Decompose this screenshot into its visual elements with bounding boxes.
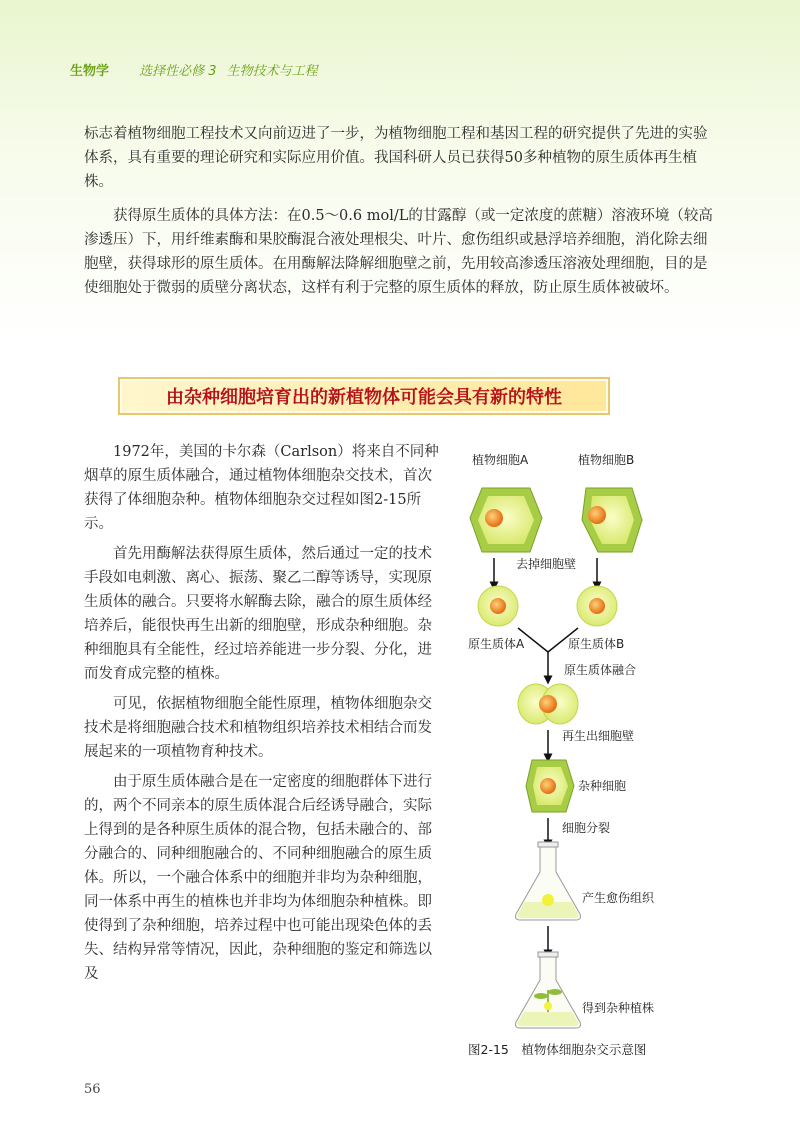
protoplast-b	[577, 586, 617, 626]
intro-paragraph: 标志着植物细胞工程技术又向前迈进了一步，为植物细胞工程和基因工程的研究提供了先进的实验体系，具有重要的理论研究和实际应用价值。我国科研人员已获得50多种植物的原生质体再生植株。	[84, 126, 708, 190]
nucleus-icon	[540, 778, 556, 794]
body-paragraph-4: 由于原生质体融合是在一定密度的细胞群体下进行的，两个不同亲本的原生质体混合后经诱导融合，实际上得到的是各种原生质体的混合物，包括未融合的、部分融合的、同种细胞融合的、不同种细胞融合的原生质体。所以，一个融合体系中的细胞并非均为杂种细胞，同一体系中再生的植株也并非均为体细胞杂种植株。即使得到了杂种细胞，培养过程中也可能出现染色体的丢失、结构异常等情况，因此，杂种细胞的鉴定和筛选以及	[84, 774, 432, 982]
page-number: 56	[84, 1082, 101, 1097]
protoplast-a	[478, 586, 518, 626]
nucleus-icon	[589, 598, 605, 614]
label-protoplast-a: 原生质体A	[468, 637, 525, 651]
flask-callus-icon	[516, 842, 581, 920]
module-name: 选择性必修 3	[139, 64, 217, 79]
label-plant: 得到杂种植株	[582, 1001, 655, 1015]
running-header	[70, 60, 328, 79]
section-title: 由杂种细胞培育出的新植物体可能会具有新的特性	[166, 387, 562, 408]
label-cell-a: 植物细胞A	[472, 453, 529, 467]
body-paragraph-3: 可见，依据植物细胞全能性原理，植物体细胞杂交技术是将细胞融合技术和植物组织培养技术相结合而发展起来的一项植物育种技术。	[84, 696, 432, 760]
nucleus-icon	[490, 598, 506, 614]
hybridization-diagram	[456, 440, 696, 1065]
label-remove-wall: 去掉细胞壁	[516, 557, 577, 571]
flask-plantlet-icon	[516, 952, 581, 1028]
section-heading	[118, 377, 610, 415]
book-title: 生物学	[70, 64, 110, 79]
nucleus-icon	[485, 509, 503, 527]
label-cell-b: 植物细胞B	[578, 453, 635, 467]
method-paragraph: 获得原生质体的具体方法：在0.5～0.6 mol/L的甘露醇（或一定浓度的蔗糖）溶液环境（较高渗透压）下，用纤维素酶和果胶酶混合液处理根尖、叶片、愈伤组织或悬浮培养细胞，消化除去细胞壁，获得球形的原生质体。在用酶解法降解细胞壁之前，先用较高渗透压溶液处理细胞，目的是使细胞处于微弱的质壁分离状态，这样有利于完整的原生质体的释放，防止原生质体被破坏。	[84, 208, 713, 296]
hybrid-cell	[526, 760, 574, 812]
body-paragraph-2: 首先用酶解法获得原生质体，然后通过一定的技术手段如电刺激、离心、振荡、聚乙二醇等诱导，实现原生质体的融合。只要将水解酶去除，融合的原生质体经培养后，能很快再生出新的细胞壁，形成杂种细胞。杂种细胞具有全能性，经过培养能进一步分裂、分化，进而发育成完整的植株。	[84, 546, 432, 682]
module-subtitle: 生物技术与工程	[226, 64, 318, 79]
label-hybrid-cell: 杂种细胞	[578, 779, 627, 793]
label-callus: 产生愈伤组织	[582, 891, 655, 905]
label-regen-wall: 再生出细胞壁	[562, 729, 635, 743]
label-protoplast-b: 原生质体B	[568, 637, 625, 651]
figure-caption: 图2-15 植物体细胞杂交示意图	[468, 1042, 647, 1057]
fused-protoplast	[518, 684, 578, 724]
label-fusion: 原生质体融合	[564, 663, 637, 677]
nucleus-icon	[539, 695, 557, 713]
module-title	[139, 64, 327, 79]
nucleus-icon	[588, 506, 606, 524]
body-paragraph-1: 1972年，美国的卡尔森（Carlson）将来自不同种烟草的原生质体融合，通过植物体细胞杂交技术，首次获得了体细胞杂种。植物体细胞杂交过程如图2-15所示。	[84, 444, 439, 532]
plant-cell-b	[582, 488, 642, 552]
plant-cell-a	[470, 488, 542, 552]
label-division: 细胞分裂	[562, 821, 611, 835]
body-text	[84, 440, 444, 992]
